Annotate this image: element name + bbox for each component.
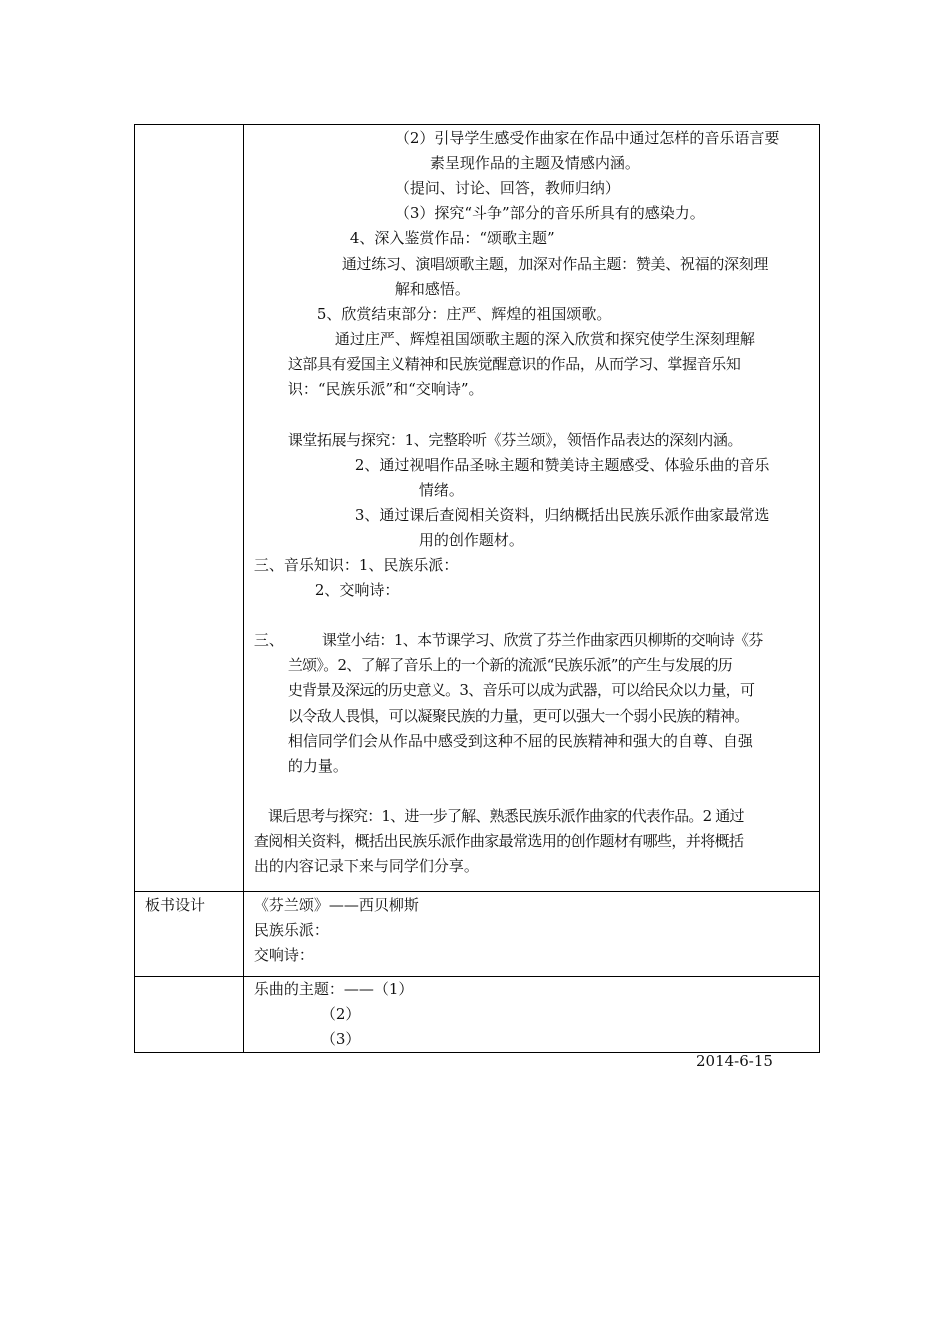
text-line: （2） xyxy=(320,1005,361,1023)
text-line: 通过练习、演唱颂歌主题，加深对作品主题：赞美、祝福的深刻理 xyxy=(341,255,769,273)
board-design-cell xyxy=(243,892,819,977)
text-line: 2、交响诗： xyxy=(314,581,400,599)
text-line: 课堂小结：1、本节课学习、欣赏了芬兰作曲家西贝柳斯的交响诗《芬 xyxy=(321,631,763,649)
text-line: 乐曲的主题：——（1） xyxy=(253,980,414,998)
text-line: 通过庄严、辉煌祖国颂歌主题的深入欣赏和探究使学生深刻理解 xyxy=(334,330,755,348)
teaching-process-cell xyxy=(243,125,819,892)
lesson-table xyxy=(134,124,820,1053)
text-line: 三、 xyxy=(253,631,284,649)
text-line: 的力量。 xyxy=(287,757,348,775)
text-line: 交响诗： xyxy=(253,946,314,964)
text-line: 相信同学们会从作品中感受到这种不屈的民族精神和强大的自尊、自强 xyxy=(287,732,753,750)
text-line: 4、深入鉴赏作品：“颂歌主题” xyxy=(349,229,555,247)
label-cell-empty xyxy=(135,125,244,892)
text-line: 三、音乐知识：1、民族乐派： xyxy=(253,556,459,574)
text-line: （2）引导学生感受作曲家在作品中通过怎样的音乐语言要 xyxy=(394,129,780,147)
text-line: 查阅相关资料，概括出民族乐派作曲家最常选用的创作题材有哪些，并将概括 xyxy=(253,832,744,850)
text-line: 用的创作题材。 xyxy=(418,531,524,549)
text-line: 《芬兰颂》——西贝柳斯 xyxy=(253,896,419,914)
text-line: 以令敌人畏惧，可以凝聚民族的力量，更可以强大一个弱小民族的精神。 xyxy=(287,707,749,725)
text-line: 素呈现作品的主题及情感内涵。 xyxy=(429,154,640,172)
label-cell xyxy=(135,892,244,977)
text-line: 史背景及深远的历史意义。3、音乐可以成为武器，可以给民众以力量，可 xyxy=(287,681,755,699)
board-design-label: 板书设计 xyxy=(145,896,206,914)
table-row-main xyxy=(135,125,820,892)
table-row-theme xyxy=(135,977,820,1053)
text-line: （提问、讨论、回答，教师归纳） xyxy=(394,179,620,197)
text-line: 课堂拓展与探究：1、完整聆听《芬兰颂》，领悟作品表达的深刻内涵。 xyxy=(287,431,743,449)
text-line: 解和感悟。 xyxy=(394,280,470,298)
text-line: （3） xyxy=(320,1030,361,1048)
text-line: （3）探究“斗争”部分的音乐所具有的感染力。 xyxy=(394,204,705,222)
text-line: 兰颂》。2、了解了音乐上的一个新的流派“民族乐派”的产生与发展的历 xyxy=(287,656,733,674)
text-line: 出的内容记录下来与同学们分享。 xyxy=(253,857,479,875)
text-line: 5、欣赏结束部分：庄严、辉煌的祖国颂歌。 xyxy=(316,305,612,323)
text-line: 民族乐派： xyxy=(253,921,329,939)
text-line: 情绪。 xyxy=(418,481,464,499)
text-line: 3、通过课后查阅相关资料，归纳概括出民族乐派作曲家最常选 xyxy=(354,506,770,524)
theme-cell xyxy=(243,977,819,1053)
document-date: 2014-6-15 xyxy=(696,1052,773,1070)
text-line: 2、通过视唱作品圣咏主题和赞美诗主题感受、体验乐曲的音乐 xyxy=(354,456,770,474)
label-cell-empty xyxy=(135,977,244,1053)
text-line: 这部具有爱国主义精神和民族觉醒意识的作品，从而学习、掌握音乐知 xyxy=(287,355,741,373)
text-line: 识：“民族乐派”和“交响诗”。 xyxy=(287,380,484,398)
text-line: 课后思考与探究：1、进一步了解、熟悉民族乐派作曲家的代表作品。2 通过 xyxy=(267,807,744,825)
table-row-board-design xyxy=(135,892,820,977)
